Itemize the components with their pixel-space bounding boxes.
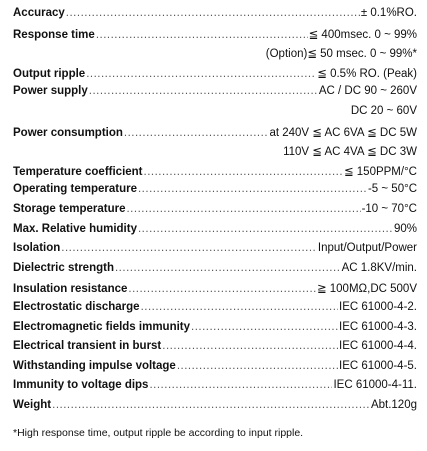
spec-label: Immunity to voltage dips (13, 379, 149, 392)
spec-value: IEC 61000-4-4. (339, 340, 417, 353)
spec-row-output-ripple (13, 66, 417, 86)
spec-value: ≦ 400msec. 0 ~ 99% (308, 28, 417, 41)
spec-value: -5 ~ 50°C (367, 183, 417, 196)
spec-label: Output ripple (13, 67, 86, 80)
spec-value: Abt.120g (370, 398, 417, 411)
spec-label: Power supply (13, 85, 88, 98)
spec-value: IEC 61000-4-2. (339, 300, 417, 313)
spec-value: ± 0.1%RO. (360, 7, 417, 19)
spec-label: Temperature coefficient (13, 165, 143, 178)
spec-label: Power consumption (13, 126, 123, 139)
leader-dots (162, 340, 338, 352)
spec-label: Max. Relative humidity (13, 222, 137, 235)
spec-row-response-time (13, 27, 417, 47)
leader-dots (149, 379, 332, 391)
spec-label: Electrostatic discharge (13, 300, 140, 313)
spec-label: Withstanding impulse voltage (13, 359, 176, 372)
leader-dots (177, 360, 338, 372)
leader-dots (124, 127, 269, 139)
leader-dots (66, 7, 360, 19)
spec-row-relative-humidity (13, 223, 417, 243)
spec-value: IEC 61000-4-3. (339, 320, 417, 333)
spec-row-operating-temperature (13, 183, 417, 203)
spec-row-temperature-coefficient (13, 164, 417, 184)
spec-row-insulation-resistance (13, 281, 417, 301)
spec-label: Accuracy (13, 7, 65, 19)
spec-label: Weight (13, 398, 52, 411)
spec-label: Electrical transient in burst (13, 340, 162, 353)
spec-label: Insulation resistance (13, 283, 128, 296)
spec-row-accuracy (13, 7, 417, 27)
spec-row-electrical-transient (13, 340, 417, 360)
spec-row-electromagnetic-fields (13, 321, 417, 341)
spec-label: Storage temperature (13, 202, 126, 215)
leader-dots (128, 283, 316, 295)
spec-row-power-supply (13, 85, 417, 105)
spec-value: ≧ 100MΩ,DC 500V (316, 283, 417, 296)
leader-dots (89, 85, 318, 97)
spec-row-voltage-dips (13, 379, 417, 399)
spec-value: AC / DC 90 ~ 260V (318, 85, 417, 98)
leader-dots (115, 262, 341, 274)
spec-row-weight (13, 399, 417, 419)
spec-label: Operating temperature (13, 183, 137, 196)
footnote: *High response time, output ripple be according to input ripple. (13, 427, 304, 440)
spec-row-power-consumption-110v (13, 144, 417, 164)
leader-dots (126, 203, 360, 215)
spec-value: at 240V ≦ AC 6VA ≦ DC 5W (269, 126, 417, 139)
spec-value: Input/Output/Power (317, 242, 417, 255)
leader-dots (52, 399, 370, 411)
leader-dots (96, 29, 308, 41)
spec-label: Electromagnetic fields immunity (13, 320, 191, 333)
spec-row-electrostatic-discharge (13, 301, 417, 321)
leader-dots (61, 242, 317, 254)
leader-dots (138, 223, 393, 235)
leader-dots (86, 68, 316, 80)
spec-value: -10 ~ 70°C (361, 202, 417, 215)
spec-value: 90% (393, 222, 417, 235)
spec-value: ≦ 0.5% RO. (Peak) (317, 67, 417, 80)
spec-row-power-supply-dc (13, 105, 417, 125)
spec-label: Response time (13, 28, 95, 41)
spec-value: AC 1.8KV/min. (341, 261, 417, 274)
leader-dots (191, 321, 338, 333)
spec-row-dielectric-strength (13, 262, 417, 282)
spec-value: IEC 61000-4-5. (339, 359, 417, 372)
spec-label: Isolation (13, 242, 61, 255)
spec-value: (Option)≦ 50 msec. 0 ~ 99%* (265, 48, 417, 61)
spec-value: IEC 61000-4-11. (333, 379, 417, 392)
spec-row-impulse-voltage (13, 360, 417, 380)
spec-value: ≦ 150PPM/°C (343, 165, 417, 178)
spec-row-isolation (13, 242, 417, 262)
leader-dots (138, 183, 367, 195)
spec-value: DC 20 ~ 60V (350, 104, 417, 117)
leader-dots (144, 166, 343, 178)
spec-row-response-time-option (13, 46, 417, 66)
spec-row-storage-temperature (13, 203, 417, 223)
spec-value: 110V ≦ AC 4VA ≦ DC 3W (283, 146, 417, 159)
spec-label: Dielectric strength (13, 261, 114, 274)
leader-dots (141, 301, 338, 313)
spec-row-power-consumption (13, 125, 417, 145)
